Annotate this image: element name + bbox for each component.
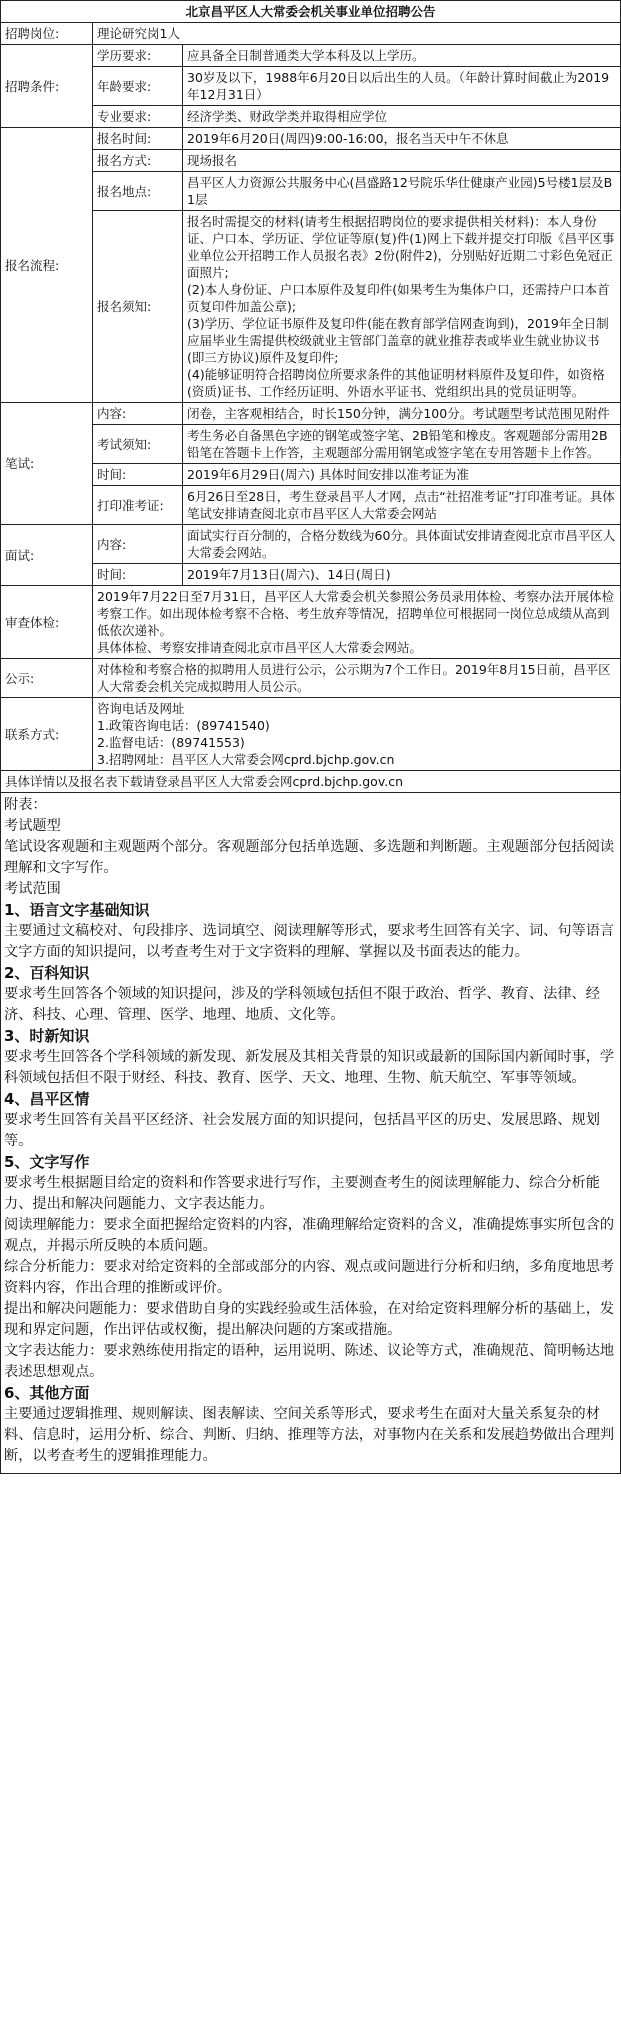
contact-value: 咨询电话及网址 1.政策咨询电话：(89741540) 2.监督电话：(89741553) 3.招聘网址：昌平区人大常委会网cprd.bjchp.gov.cn [93, 698, 621, 771]
annex-section [0, 793, 621, 1474]
reg-notes-label: 报名须知: [93, 211, 183, 403]
position-label: 招聘岗位: [1, 23, 93, 45]
annex-paragraph: 主要通过逻辑推理、规则解读、图表解读、空间关系等形式，要求考生在面对大量关系复杂的材料、信息时，运用分析、综合、判断、归纳、推理等方法，对事物内在关系和发展趋势做出合理判断，以考查考生的逻辑推理能力。 [4, 1406, 615, 1464]
recruitment-table [0, 0, 621, 793]
footer-note: 具体详情以及报名表下载请登录昌平区人大常委会网cprd.bjchp.gov.cn [1, 771, 621, 793]
written-content-label: 内容: [93, 403, 183, 425]
admission-ticket-label: 打印准考证: [93, 486, 183, 525]
publicity-value: 对体检和考察合格的拟聘用人员进行公示，公示期为7个工作日。2019年8月15日前，昌平区人大常委会机关完成拟聘用人员公示。 [93, 659, 621, 698]
exam-label: 审查体检: [1, 586, 93, 659]
written-label: 笔试: [1, 403, 93, 525]
admission-ticket-value: 6月26日至28日，考生登录昌平人才网，点击“社招准考证”打印准考证。具体笔试安排请查阅北京市昌平区人大常委会网站 [183, 486, 621, 525]
annex-heading: 2、百科知识 [4, 964, 90, 982]
interview-label: 面试: [1, 525, 93, 586]
written-notes-label: 考试须知: [93, 425, 183, 464]
annex-body [4, 816, 617, 1467]
age-label: 年龄要求: [93, 67, 183, 106]
annex-paragraph: 要求考生回答各个领域的知识提问，涉及的学科领域包括但不限于政治、哲学、教育、法律、经济、科技、心理、管理、医学、地理、地质、文化等。 [4, 986, 600, 1023]
annex-paragraph: 要求考生根据题目给定的资料和作答要求进行写作，主要测查考生的阅读理解能力、综合分析能力、提出和解决问题能力、文字表达能力。 [4, 1175, 600, 1212]
annex-paragraph: 主要通过文稿校对、句段排序、选词填空、阅读理解等形式，要求考生回答有关字、词、句等语言文字方面的知识提问，以考查考生对于文字资料的理解、掌握以及书面表达的能力。 [4, 923, 615, 960]
interview-time-label: 时间: [93, 564, 183, 586]
annex-heading: 4、昌平区情 [4, 1090, 90, 1108]
education-label: 学历要求: [93, 45, 183, 67]
publicity-label: 公示: [1, 659, 93, 698]
conditions-label: 招聘条件: [1, 45, 93, 128]
contact-label: 联系方式: [1, 698, 93, 771]
annex-paragraph: 要求考生回答各个学科领域的新发现、新发展及其相关背景的知识或最新的国际国内新闻时事，学科领域包括但不限于财经、科技、教育、医学、天文、地理、生物、航天航空、军事等领域。 [4, 1049, 615, 1086]
annex-paragraph: 提出和解决问题能力：要求借助自身的实践经验或生活体验，在对给定资料理解分析的基础上，发现和界定问题，作出评估或权衡，提出解决问题的方案或措施。 [4, 1301, 615, 1338]
age-value: 30岁及以下，1988年6月20日以后出生的人员。（年龄计算时间截止为2019年12月31日） [183, 67, 621, 106]
annex-heading: 3、时新知识 [4, 1027, 90, 1045]
reg-place-label: 报名地点: [93, 172, 183, 211]
annex-paragraph: 考试范围 [4, 881, 61, 897]
annex-paragraph: 笔试设客观题和主观题两个部分。客观题部分包括单选题、多选题和判断题。主观题部分包括阅读理解和文字写作。 [4, 839, 615, 876]
reg-place-value: 昌平区人力资源公共服务中心(昌盛路12号院乐华仕健康产业园)5号楼1层及B1层 [183, 172, 621, 211]
written-notes-value: 考生务必自备黑色字迹的钢笔或签字笔、2B铅笔和橡皮。客观题部分需用2B铅笔在答题卡上作答，主观题部分需用钢笔或签字笔在专用答题卡上作答。 [183, 425, 621, 464]
interview-time-value: 2019年7月13日(周六)、14日(周日) [183, 564, 621, 586]
education-value: 应具备全日制普通类大学本科及以上学历。 [183, 45, 621, 67]
position-value: 理论研究岗1人 [93, 23, 621, 45]
reg-time-label: 报名时间: [93, 128, 183, 150]
reg-notes-value: 报名时需提交的材料(请考生根据招聘岗位的要求提供相关材料)：本人身份证、户口本、学历证、学位证等原(复)件(1)网上下载并提交打印版《昌平区事业单位公开招聘工作人员报名表》2份(附件2)，分别贴好近期二寸彩色免冠正面照片; (2)本人身份证、户口本原件及复印件(如果考生为集体户口，还需持户口本首页复印件加盖公章); (3)学历、学位证书原件及复印件(能在教育部学信网查询到)，2019年全日制应届毕业生需提供校级就业主管部门盖章的就业推荐表或毕业生就业协议书(即三方协议)原件及复印件; (4)能够证明符合招聘岗位所要求条件的其他证明材料原件及复印件，如资格(资质)证书、工作经历证明、外语水平证书、党组织出具的党员证明等。 [183, 211, 621, 403]
annex-heading: 1、语言文字基础知识 [4, 901, 150, 919]
reg-method-label: 报名方式: [93, 150, 183, 172]
reg-method-value: 现场报名 [183, 150, 621, 172]
annex-paragraph: 阅读理解能力：要求全面把握给定资料的内容，准确理解给定资料的含义，准确提炼事实所包含的观点，并揭示所反映的本质问题。 [4, 1217, 615, 1254]
interview-content-label: 内容: [93, 525, 183, 564]
annex-heading: 5、文字写作 [4, 1153, 90, 1171]
interview-content-value: 面试实行百分制的，合格分数线为60分。具体面试安排请查阅北京市昌平区人大常委会网站。 [183, 525, 621, 564]
annex-paragraph: 综合分析能力：要求对给定资料的全部或部分的内容、观点或问题进行分析和归纳，多角度地思考资料内容，作出合理的推断或评价。 [4, 1259, 615, 1296]
process-label: 报名流程: [1, 128, 93, 403]
annex-paragraph: 文字表达能力：要求熟练使用指定的语种，运用说明、陈述、议论等方式，准确规范、简明畅达地表述思想观点。 [4, 1343, 615, 1380]
written-content-value: 闭卷，主客观相结合，时长150分钟，满分100分。考试题型考试范围见附件 [183, 403, 621, 425]
annex-heading: 6、其他方面 [4, 1384, 90, 1402]
reg-time-value: 2019年6月20日(周四)9:00-16:00，报名当天中午不休息 [183, 128, 621, 150]
major-value: 经济学类、财政学类并取得相应学位 [183, 106, 621, 128]
document-title: 北京昌平区人大常委会机关事业单位招聘公告 [1, 1, 621, 23]
major-label: 专业要求: [93, 106, 183, 128]
annex-paragraph: 要求考生回答有关昌平区经济、社会发展方面的知识提问，包括昌平区的历史、发展思路、规划等。 [4, 1112, 600, 1149]
written-time-value: 2019年6月29日(周六) 具体时间安排以准考证为准 [183, 464, 621, 486]
annex-paragraph: 考试题型 [4, 818, 61, 834]
written-time-label: 时间: [93, 464, 183, 486]
annex-label: 附表： [4, 797, 47, 813]
exam-value: 2019年7月22日至7月31日，昌平区人大常委会机关参照公务员录用体检、考察办法开展体检考察工作。如出现体检考察不合格、考生放弃等情况，招聘单位可根据同一岗位总成绩从高到低依次递补。 具体体检、考察安排请查阅北京市昌平区人大常委会网站。 [93, 586, 621, 659]
